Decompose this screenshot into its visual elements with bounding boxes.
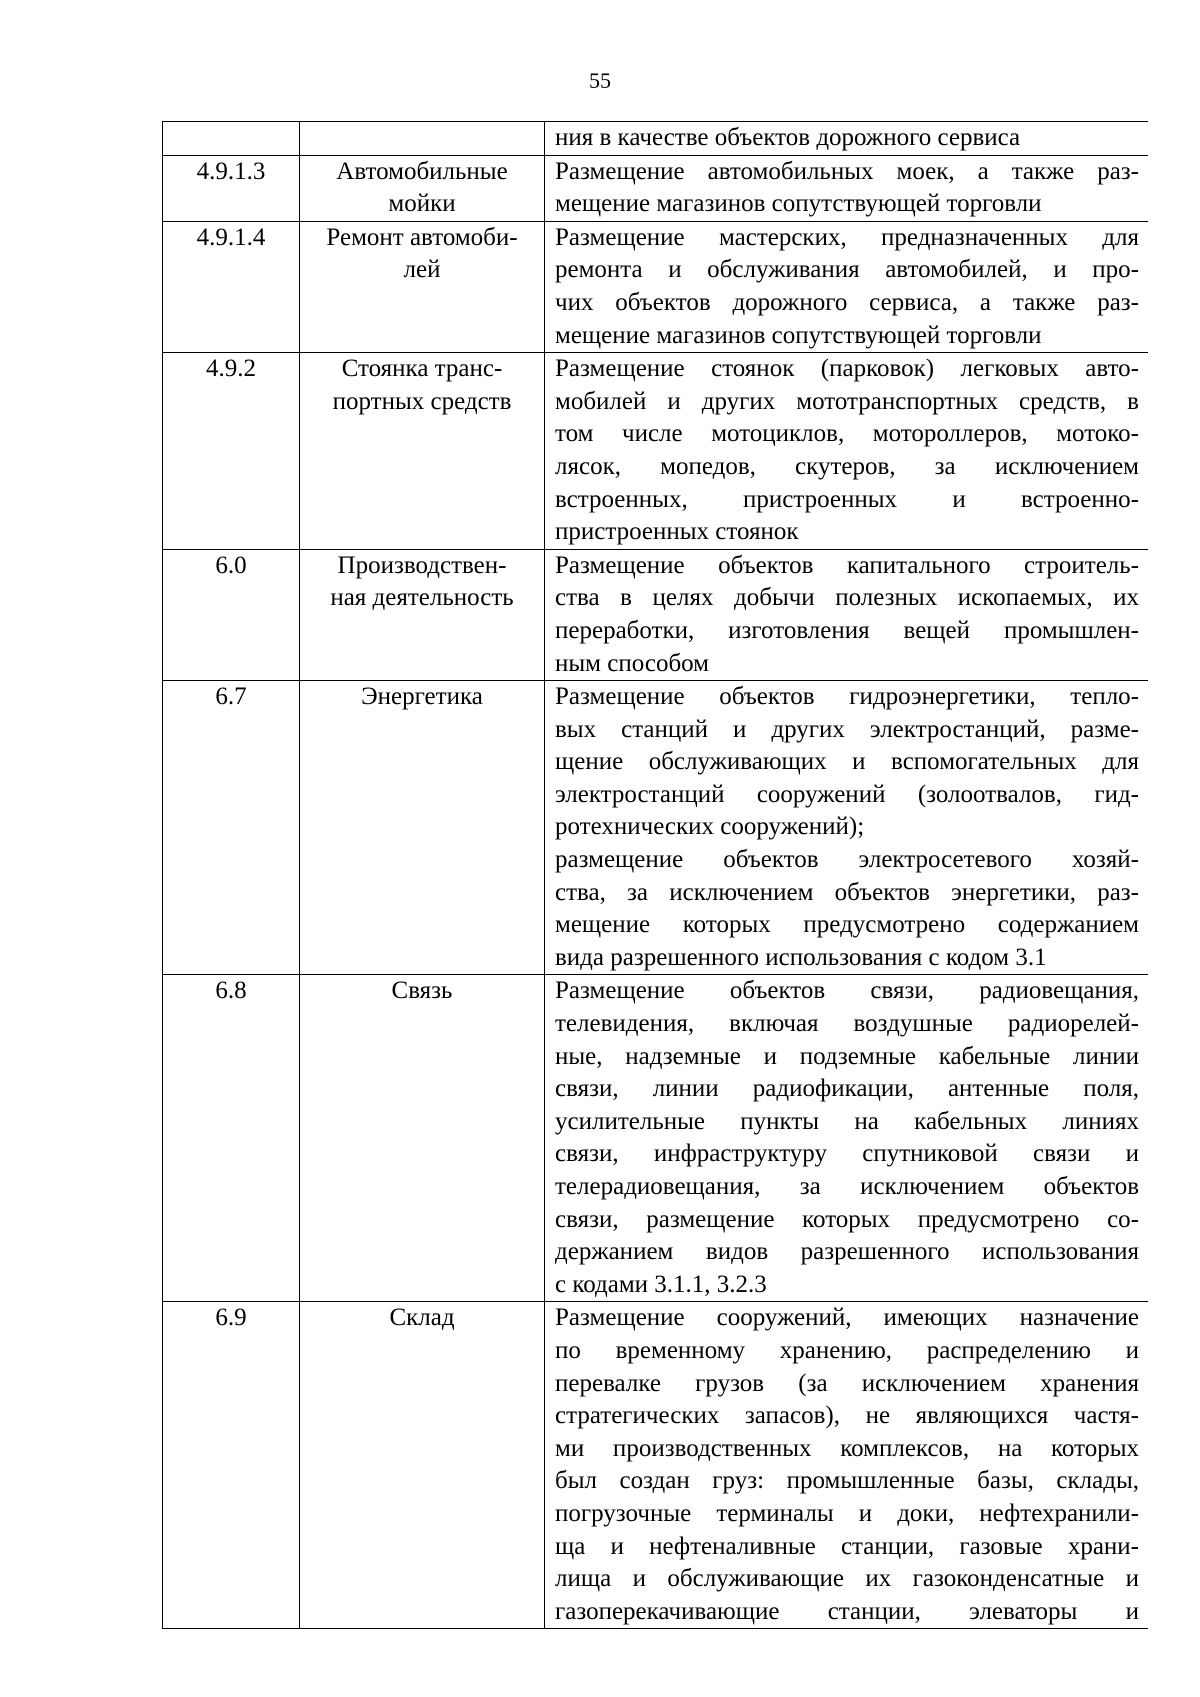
name-line: Связь <box>391 977 453 1005</box>
description-line: ные, надземные и подземные кабельные линии <box>555 1042 1139 1070</box>
description-line: мещение которых предусмотрено содержанием <box>555 911 1139 939</box>
description-line: электростанций сооружений (золоотвалов, гид- <box>555 780 1139 808</box>
code-cell: 4.9.2 <box>163 353 300 550</box>
description-line: Размещение стоянок (парковок) легковых авто- <box>555 355 1139 383</box>
name-cell <box>300 221 545 352</box>
description-line: мещение магазинов сопутствующей торговли <box>555 190 1042 218</box>
description-line: Размещение объектов связи, радиовещания, <box>555 977 1139 1005</box>
description-line: Размещение объектов гидроэнергетики, тепло- <box>555 683 1139 711</box>
description-line: мещение магазинов сопутствующей торговли <box>555 321 1042 349</box>
table-row <box>163 549 1149 680</box>
code-cell: 4.9.1.4 <box>163 221 300 352</box>
name-cell <box>300 975 545 1302</box>
description-line: связи, размещение которых предусмотрено со- <box>555 1205 1139 1233</box>
description-line: ща и нефтеналивные станции, газовые храни- <box>555 1532 1139 1560</box>
description-line: чих объектов дорожного сервиса, а также раз- <box>555 288 1139 316</box>
code-cell: 6.0 <box>163 549 300 680</box>
description-line: лясок, мопедов, скутеров, за исключением <box>555 452 1139 480</box>
table-row <box>163 155 1149 221</box>
page-number: 55 <box>589 68 611 93</box>
description-line: ства в целях добычи полезных ископаемых, их <box>555 584 1139 612</box>
name-line: Энергетика <box>361 683 483 711</box>
table-row <box>163 975 1149 1302</box>
description-line: размещение объектов электросетевого хозяй- <box>555 846 1139 874</box>
name-cell <box>300 1302 545 1629</box>
description-line: ным способом <box>555 649 710 677</box>
description-cell <box>545 155 1149 221</box>
description-line: лища и обслуживающие их газоконденсатные и <box>555 1565 1139 1593</box>
code-cell: 4.9.1.3 <box>163 155 300 221</box>
description-line: был создан груз: промышленные базы, склады, <box>555 1467 1139 1495</box>
description-line: ми производственных комплексов, на которых <box>555 1434 1139 1462</box>
description-line: связи, инфраструктуру спутниковой связи и <box>555 1140 1139 1168</box>
description-cell <box>545 353 1149 550</box>
description-line: вида разрешенного использования с кодом 3.1 <box>555 943 1047 971</box>
description-line: усилительные пункты на кабельных линиях <box>555 1107 1139 1135</box>
table-row <box>163 122 1149 156</box>
description-line: щение обслуживающих и вспомогательных для <box>555 748 1139 776</box>
description-cell <box>545 122 1149 156</box>
table-body <box>163 122 1149 1629</box>
name-line: портных средств <box>332 387 512 415</box>
description-line: ротехнических сооружений); <box>555 813 865 841</box>
description-line: держанием видов разрешенного использования <box>555 1238 1139 1266</box>
description-line: ния в качестве объектов дорожного сервиса <box>555 124 1021 151</box>
description-line: с кодами 3.1.1, 3.2.3 <box>555 1270 767 1298</box>
name-cell <box>300 122 545 156</box>
description-line: том числе мотоциклов, мотороллеров, мотоко- <box>555 420 1139 448</box>
description-line: переработки, изготовления вещей промышлен- <box>555 616 1139 644</box>
description-line: Размещение сооружений, имеющих назначение <box>555 1304 1139 1332</box>
description-line: телерадиовещания, за исключением объектов <box>555 1173 1139 1200</box>
description-cell <box>545 681 1149 975</box>
description-cell <box>545 975 1149 1302</box>
table-row <box>163 1302 1149 1629</box>
description-line: связи, линии радиофикации, антенные поля, <box>555 1075 1139 1103</box>
description-line: перевалке грузов (за исключением хранения <box>555 1369 1139 1397</box>
description-line: Размещение объектов капитального строитель- <box>555 551 1139 579</box>
table-row <box>163 221 1149 352</box>
description-line: по временному хранению, распределению и <box>555 1336 1139 1364</box>
description-line: Размещение автомобильных моек, а также раз- <box>555 157 1139 185</box>
code-cell: 6.8 <box>163 975 300 1302</box>
name-cell <box>300 681 545 975</box>
code-cell: 6.7 <box>163 681 300 975</box>
name-line: Автомобильные <box>336 157 508 185</box>
land-use-table <box>162 121 1148 1629</box>
description-line: Размещение мастерских, предназначенных для <box>555 223 1139 251</box>
description-line: пристроенных стоянок <box>555 518 799 546</box>
name-cell <box>300 549 545 680</box>
description-cell <box>545 221 1149 352</box>
name-cell <box>300 353 545 550</box>
name-line: Ремонт автомоби- <box>326 223 518 251</box>
name-cell <box>300 155 545 221</box>
name-line: мойки <box>388 190 456 218</box>
description-cell <box>545 549 1149 680</box>
description-cell <box>545 1302 1149 1629</box>
description-line: погрузочные терминалы и доки, нефтехранили- <box>555 1499 1139 1527</box>
name-line: Склад <box>389 1304 455 1332</box>
description-line: стратегических запасов), не являющихся частя- <box>555 1402 1139 1430</box>
description-line: ремонта и обслуживания автомобилей, и про- <box>555 256 1139 284</box>
name-line: Стоянка транс- <box>341 355 503 383</box>
table-row <box>163 353 1149 550</box>
name-line: Производствен- <box>337 551 507 579</box>
description-line: вых станций и других электростанций, разме- <box>555 715 1139 743</box>
table-row <box>163 681 1149 975</box>
code-cell <box>163 122 300 156</box>
name-line: ная деятельность <box>330 584 514 612</box>
description-line: телевидения, включая воздушные радиорелей- <box>555 1010 1139 1038</box>
description-line: мобилей и других мототранспортных средств, в <box>555 387 1139 415</box>
description-line: встроенных, пристроенных и встроенно- <box>555 485 1139 513</box>
description-line: газоперекачивающие станции, элеваторы и <box>555 1597 1139 1625</box>
description-line: ства, за исключением объектов энергетики, раз- <box>555 878 1139 906</box>
land-use-table-container <box>162 121 1148 1632</box>
name-line: лей <box>403 256 441 284</box>
code-cell: 6.9 <box>163 1302 300 1629</box>
